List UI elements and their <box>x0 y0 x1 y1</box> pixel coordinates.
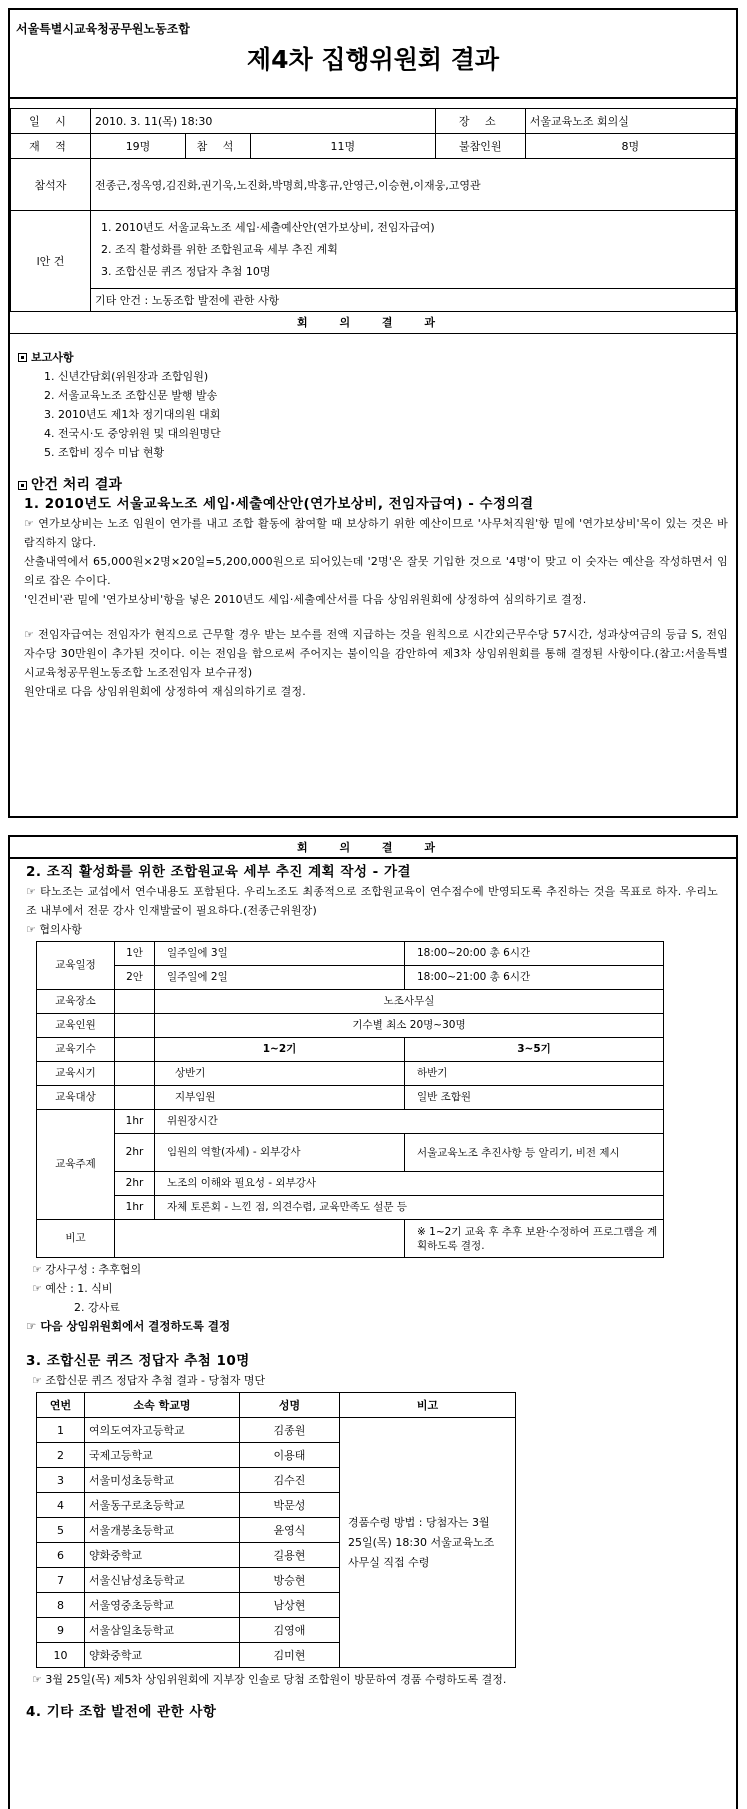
empty-cell <box>115 1062 155 1086</box>
edu-gen2: 3~5기 <box>405 1038 664 1062</box>
report-item: 5. 조합비 징수 미납 현황 <box>44 446 165 459</box>
edu-time-label: 교육시기 <box>37 1062 115 1086</box>
edu-time2: 하반기 <box>405 1062 664 1086</box>
agenda-label: l안 건 <box>11 211 91 312</box>
document-page-1 <box>8 8 738 818</box>
edu-r2-no: 2안 <box>115 966 155 990</box>
members-label: 재 적 <box>11 134 91 159</box>
row-no: 4 <box>37 1493 85 1518</box>
row-school: 국제고등학교 <box>85 1443 240 1468</box>
row-no: 9 <box>37 1618 85 1643</box>
col-header: 성명 <box>240 1393 340 1418</box>
row-name: 방승현 <box>240 1568 340 1593</box>
edu-t1: 위원장시간 <box>155 1110 664 1134</box>
edu-t1-hours: 1hr <box>115 1110 155 1134</box>
item2-decision: ☞ 다음 상임위원회에서 결정하도록 결정 <box>26 1319 231 1333</box>
row-name: 김영애 <box>240 1618 340 1643</box>
report-item: 1. 신년간담회(위원장과 조합임원) <box>44 370 209 383</box>
item1-p2: 산출내역에서 65,000원×2명×20일=5,200,000원으로 되어있는데 '2명'은 잘못 기입한 것으로 '4명'이 맞고 이 숫자는 예산을 작성하면서 임의로 잡은 수이다. <box>24 555 728 587</box>
agenda-results-title: 안건 처리 결과 <box>18 476 728 495</box>
edu-target2: 일반 조합원 <box>405 1086 664 1110</box>
agenda-item: 3. 조합신문 퀴즈 정답자 추첨 10명 <box>101 264 271 278</box>
row-name: 남상현 <box>240 1593 340 1618</box>
report-item: 4. 전국시·도 중앙위원 및 대의원명단 <box>44 427 221 440</box>
table-row <box>37 1418 516 1443</box>
edu-t4-hours: 1hr <box>115 1196 155 1220</box>
members-value: 19명 <box>91 134 186 159</box>
document-page-2 <box>8 835 738 1809</box>
agenda-item: 1. 2010년도 서울교육노조 세입·세출예산안(연가보상비, 전임자급여) <box>101 220 435 234</box>
empty-cell <box>115 1038 155 1062</box>
report-title: 보고사항 <box>18 348 728 367</box>
results-bar-2: 회 의 결 과 <box>10 837 736 859</box>
prize-note: 경품수령 방법 : 당첨자는 3월 25일(목) 18:30 서울교육노조 사무실 직접 수령 <box>340 1418 516 1668</box>
edu-t2b: 서울교육노조 추진사항 등 알리기, 비전 제시 <box>405 1134 664 1172</box>
datetime-label: 일 시 <box>11 109 91 134</box>
org-name: 서울특별시교육청공무원노동조합 <box>16 22 190 36</box>
edu-note-label: 비고 <box>37 1220 115 1258</box>
row-name: 김미현 <box>240 1643 340 1668</box>
row-no: 7 <box>37 1568 85 1593</box>
edu-gen1: 1~2기 <box>155 1038 405 1062</box>
attend-label: 참 석 <box>186 134 251 159</box>
absent-label: 불참인원 <box>435 134 525 159</box>
row-no: 6 <box>37 1543 85 1568</box>
budget-line: ☞ 예산 : 1. 식비 <box>32 1282 113 1295</box>
item3-subtitle: ☞ 조합신문 퀴즈 정답자 추첨 결과 - 당첨자 명단 <box>32 1374 266 1387</box>
edu-schedule-label: 교육일정 <box>37 942 115 990</box>
edu-r1-time: 18:00~20:00 총 6시간 <box>405 942 664 966</box>
row-school: 서울영중초등학교 <box>85 1593 240 1618</box>
results-body-2 <box>10 859 736 1722</box>
row-school: 양화중학교 <box>85 1643 240 1668</box>
document-header <box>10 10 736 99</box>
row-school: 서울신남성초등학교 <box>85 1568 240 1593</box>
row-school: 여의도여자고등학교 <box>85 1418 240 1443</box>
item1-p1: ☞ 연가보상비는 노조 임원이 연가를 내고 조합 활동에 참여할 때 보상하기 위한 예산이므로 '사무처직원'항 밑에 '연가보상비'목이 있는 것은 바람직하지 않다. <box>24 517 728 549</box>
results-bar: 회 의 결 과 <box>10 312 736 334</box>
col-header: 소속 학교명 <box>85 1393 240 1418</box>
edu-r2-freq: 일주일에 2일 <box>155 966 405 990</box>
education-plan-table <box>36 941 664 1258</box>
row-no: 10 <box>37 1643 85 1668</box>
meeting-info-table <box>10 108 736 312</box>
row-name: 윤영식 <box>240 1518 340 1543</box>
edu-target1: 지부임원 <box>155 1086 405 1110</box>
quiz-winners-table <box>36 1392 516 1668</box>
edu-topic-label: 교육주제 <box>37 1110 115 1220</box>
page-title: 제4차 집행위원회 결과 <box>246 45 500 74</box>
edu-t3: 노조의 이해와 필요성 - 외부강사 <box>155 1172 664 1196</box>
edu-note: ※ 1~2기 교육 후 추후 보완·수정하여 프로그램을 계획하도록 결정. <box>405 1220 664 1258</box>
row-no: 3 <box>37 1468 85 1493</box>
attend-value: 11명 <box>251 134 436 159</box>
item1-p3: '인건비'관 밑에 '연가보상비'항을 넣은 2010년도 세입·세출예산서를 다음 상임위원회에 상정하여 심의하기로 결정. <box>24 593 587 606</box>
row-no: 5 <box>37 1518 85 1543</box>
empty-cell <box>115 1014 155 1038</box>
edu-r1-freq: 일주일에 3일 <box>155 942 405 966</box>
edu-people: 기수별 최소 20명~30명 <box>155 1014 664 1038</box>
empty-cell <box>115 990 155 1014</box>
edu-t3-hours: 2hr <box>115 1172 155 1196</box>
square-bullet-icon <box>18 481 27 490</box>
lecturer-line: ☞ 강사구성 : 추후협의 <box>32 1263 142 1276</box>
edu-time1: 상반기 <box>155 1062 405 1086</box>
table-header-row <box>37 1393 516 1418</box>
item1-p5: 원안대로 다음 상임위원회에 상정하여 재심의하기로 결정. <box>24 685 307 698</box>
budget-line-2: 2. 강사료 <box>74 1301 120 1314</box>
other-agenda: 기타 안건 : 노동조합 발전에 관한 사항 <box>91 289 736 312</box>
edu-t2-hours: 2hr <box>115 1134 155 1172</box>
consult-label: ☞ 협의사항 <box>26 923 82 936</box>
edu-place-label: 교육장소 <box>37 990 115 1014</box>
agenda-list <box>91 211 736 289</box>
row-school: 서울동구로초등학교 <box>85 1493 240 1518</box>
row-school: 양화중학교 <box>85 1543 240 1568</box>
edu-r2-time: 18:00~21:00 총 6시간 <box>405 966 664 990</box>
edu-t2: 임원의 역할(자세) - 외부강사 <box>155 1134 405 1172</box>
place-label: 장 소 <box>435 109 525 134</box>
results-body <box>10 334 736 701</box>
agenda-item: 2. 조직 활성화를 위한 조합원교육 세부 추진 계획 <box>101 242 338 256</box>
item3-title: 3. 조합신문 퀴즈 정답자 추첨 10명 <box>26 1353 250 1369</box>
row-school: 서울개봉초등학교 <box>85 1518 240 1543</box>
report-item: 3. 2010년도 제1차 정기대의원 대회 <box>44 408 221 421</box>
item2-p1: ☞ 타노조는 교섭에서 연수내용도 포함된다. 우리노조도 최종적으로 조합원교육이 연수점수에 반영되도록 추진하는 것을 목표로 하자. 우리노조 내부에서 전문 강사 인재발굴이 필요하다.(전종근위원장) <box>26 885 718 917</box>
row-school: 서울미성초등학교 <box>85 1468 240 1493</box>
row-name: 김수진 <box>240 1468 340 1493</box>
col-header: 비고 <box>340 1393 516 1418</box>
item1-body <box>18 514 728 701</box>
row-no: 2 <box>37 1443 85 1468</box>
row-name: 김종원 <box>240 1418 340 1443</box>
absent-value: 8명 <box>525 134 735 159</box>
col-header: 연번 <box>37 1393 85 1418</box>
square-bullet-icon <box>18 353 27 362</box>
edu-target-label: 교육대상 <box>37 1086 115 1110</box>
edu-r1-no: 1안 <box>115 942 155 966</box>
edu-people-label: 교육인원 <box>37 1014 115 1038</box>
edu-place: 노조사무실 <box>155 990 664 1014</box>
edu-gen-label: 교육기수 <box>37 1038 115 1062</box>
empty-cell <box>115 1220 405 1258</box>
row-school: 서울삼일초등학교 <box>85 1618 240 1643</box>
row-name: 길용현 <box>240 1543 340 1568</box>
item4-title: 4. 기타 조합 발전에 관한 사항 <box>26 1704 217 1720</box>
attendees-label: 참석자 <box>11 159 91 211</box>
spacer <box>24 609 728 625</box>
item1-title: 1. 2010년도 서울교육노조 세입·세출예산안(연가보상비, 전임자급여) - 수정의결 <box>24 496 534 512</box>
item1-p4: ☞ 전임자급여는 전임자가 현직으로 근무할 경우 받는 보수를 전액 지급하는 것을 원칙으로 시간외근무수당 57시간, 성과상여금의 등급 S, 전임자수당 30만원이 추가된 것이다. 이는 전임을 함으로써 주어지는 불이익을 감안하여 제3차 상임위원회를 통해 결정된 사항이다.(참고:서울특별시교육청공무원노동조합 노조전임자 보수규정) <box>24 628 728 679</box>
row-name: 박문성 <box>240 1493 340 1518</box>
empty-cell <box>115 1086 155 1110</box>
datetime-value: 2010. 3. 11(목) 18:30 <box>91 109 436 134</box>
report-list <box>18 367 728 462</box>
row-no: 1 <box>37 1418 85 1443</box>
report-item: 2. 서울교육노조 조합신문 발행 발송 <box>44 389 218 402</box>
item2-title: 2. 조직 활성화를 위한 조합원교육 세부 추진 계획 작성 - 가결 <box>26 864 412 880</box>
row-no: 8 <box>37 1593 85 1618</box>
item3-after: ☞ 3월 25일(목) 제5차 상임위원회에 지부장 인솔로 당첨 조합원이 방문하여 경품 수령하도록 결정. <box>32 1673 507 1686</box>
row-name: 이용태 <box>240 1443 340 1468</box>
attendees-value: 전종근,정옥영,김진화,권기욱,노진화,박명희,박홍규,안영근,이승현,이재웅,고영관 <box>91 159 736 211</box>
edu-t4: 자체 토론회 - 느낀 점, 의견수렴, 교육만족도 설문 등 <box>155 1196 664 1220</box>
place-value: 서울교육노조 회의실 <box>525 109 735 134</box>
